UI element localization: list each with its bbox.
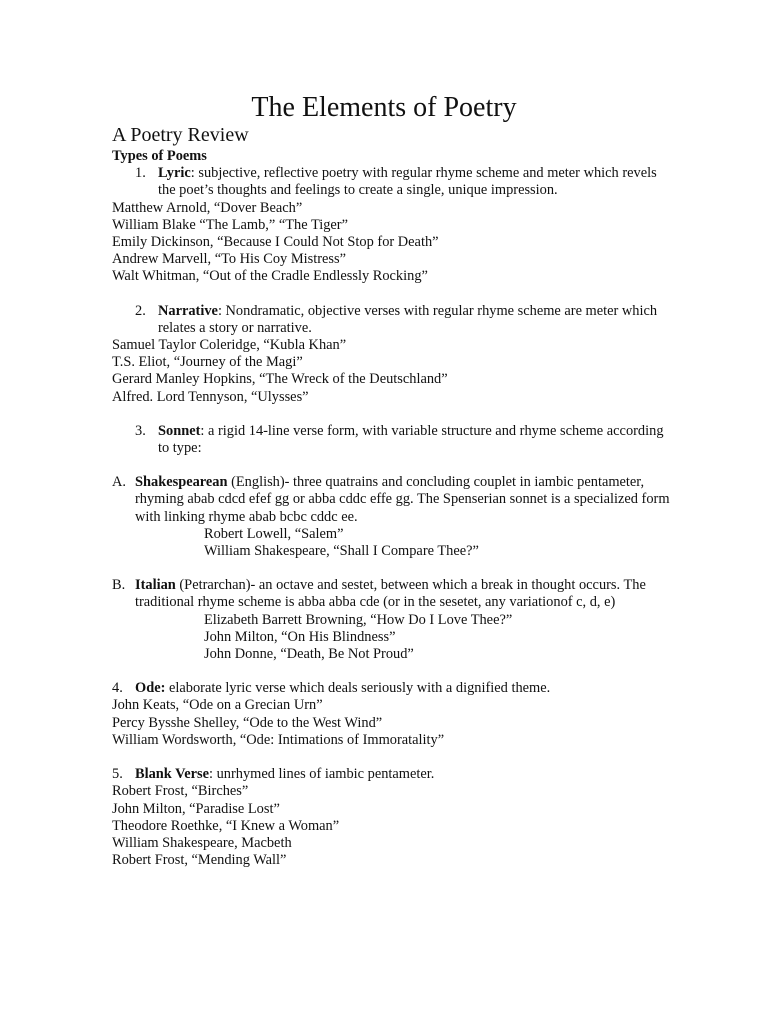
entry-narrative — [112, 303, 672, 337]
document-body — [112, 122, 672, 869]
entry-ode — [112, 680, 672, 697]
entry-term: Shakespearean — [135, 474, 228, 491]
example-line: Emily Dickinson, “Because I Could Not Stop for Death” — [112, 234, 439, 251]
example-line: John Keats, “Ode on a Grecian Urn” — [112, 697, 323, 714]
section-heading: Types of Poems — [112, 148, 207, 164]
example-line: Elizabeth Barrett Browning, “How Do I Love Thee?” — [204, 611, 513, 628]
entry-marker: 1. — [135, 165, 146, 182]
entry-term: Italian — [135, 577, 176, 594]
entry-definition: (English)- three quatrains and concluding couplet in iambic pentameter, rhyming abab cdcd efef gg or abba cddc effe gg. The Spenserian sonnet is a specialized form with linking rhyme abab bcbc cddc ee. — [135, 474, 670, 525]
example-line: William Wordsworth, “Ode: Intimations of Immoratality” — [112, 731, 445, 748]
example-line: Gerard Manley Hopkins, “The Wreck of the Deutschland” — [112, 371, 448, 388]
example-line: T.S. Eliot, “Journey of the Magi” — [112, 354, 303, 371]
example-line: Andrew Marvell, “To His Coy Mistress” — [112, 251, 347, 268]
example-line: Robert Lowell, “Salem” — [204, 525, 344, 542]
example-line: Walt Whitman, “Out of the Cradle Endlessly Rocking” — [112, 268, 428, 285]
example-line: Matthew Arnold, “Dover Beach” — [112, 199, 303, 216]
entry-definition: : subjective, reflective poetry with regular rhyme scheme and meter which revels the poet’s thoughts and feelings to create a single, unique impression. — [158, 165, 657, 199]
entry-marker: 3. — [135, 422, 146, 439]
example-line: Robert Frost, “Mending Wall” — [112, 852, 287, 869]
entry-blank-verse — [112, 766, 672, 783]
example-line: Theodore Roethke, “I Knew a Woman” — [112, 817, 340, 834]
subtitle: A Poetry Review — [112, 124, 249, 146]
example-line: John Milton, “Paradise Lost” — [112, 800, 280, 817]
example-line: Percy Bysshe Shelley, “Ode to the West Wind” — [112, 714, 383, 731]
example-line: Robert Frost, “Birches” — [112, 783, 249, 800]
entry-definition: : unrhymed lines of iambic pentameter. — [208, 766, 435, 783]
entry-term: Blank Verse — [135, 766, 209, 783]
example-line: William Shakespeare, “Shall I Compare Thee?” — [204, 543, 479, 560]
entry-italian — [112, 577, 672, 611]
example-line: Alfred. Lord Tennyson, “Ulysses” — [112, 388, 309, 405]
entry-marker: 5. — [112, 766, 123, 783]
example-line: William Blake “The Lamb,” “The Tiger” — [112, 216, 348, 233]
example-line: William Shakespeare, Macbeth — [112, 834, 292, 851]
entry-shakespearean — [112, 474, 672, 526]
entry-marker: 4. — [112, 680, 123, 697]
example-line: Samuel Taylor Coleridge, “Kubla Khan” — [112, 337, 347, 354]
entry-marker: 2. — [135, 302, 146, 319]
entry-definition: : Nondramatic, objective verses with regular rhyme scheme are meter which relates a story or narrative. — [158, 302, 658, 336]
example-line: John Donne, “Death, Be Not Proud” — [204, 646, 414, 663]
entry-term: Sonnet — [158, 422, 201, 439]
entry-term: Ode: — [135, 680, 166, 697]
entry-term: Lyric — [158, 165, 191, 182]
page-title: The Elements of Poetry — [251, 92, 517, 123]
entry-sonnet — [112, 423, 672, 457]
entry-definition: : a rigid 14-line verse form, with variable structure and rhyme scheme according to type: — [158, 422, 664, 457]
example-line: John Milton, “On His Blindness” — [204, 628, 396, 645]
entry-lyric — [112, 165, 672, 199]
entry-marker: B. — [112, 577, 126, 594]
entry-marker: A. — [112, 474, 126, 491]
entry-definition: (Petrarchan)- an octave and sestet, between which a break in thought occurs. The traditional rhyme scheme is abba abba cde (or in the sesetet, any variationof c, d, e) — [135, 577, 646, 611]
entry-definition: elaborate lyric verse which deals seriously with a dignified theme. — [165, 680, 551, 697]
entry-term: Narrative — [158, 302, 218, 319]
